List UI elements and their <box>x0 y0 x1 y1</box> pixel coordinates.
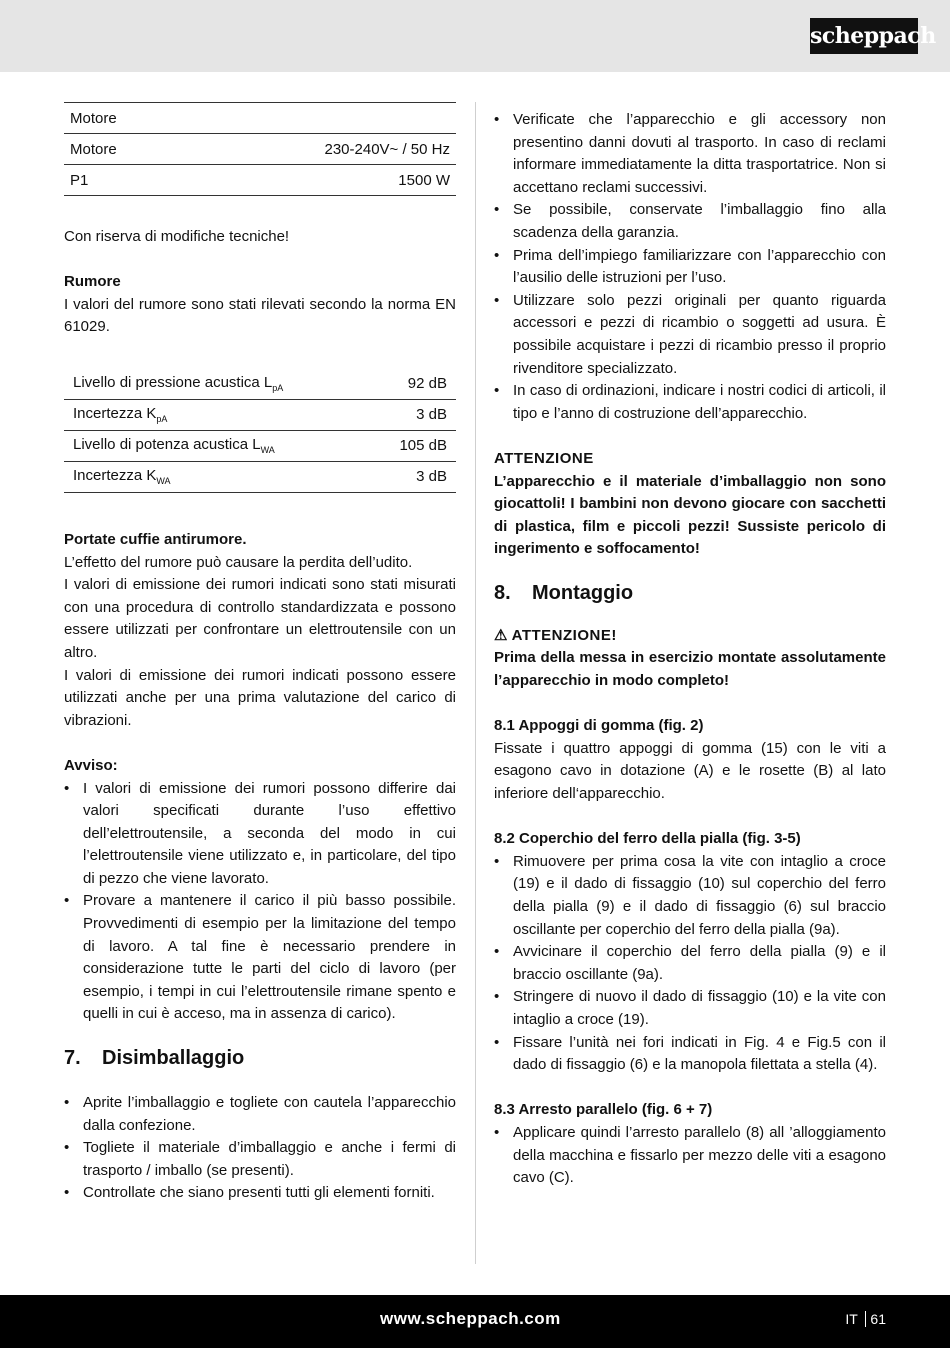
notice-heading: Avviso: <box>64 756 118 774</box>
table-cell: Livello di potenza acustica $L_{WA}$ <box>64 430 371 461</box>
unpacking-list <box>64 1092 456 1205</box>
attention-text-2: Prima della messa in esercizio montate assolutamente l’apparecchio in modo completo! <box>494 649 886 690</box>
table-cell: Incertezza $K_{WA}$ <box>64 461 371 492</box>
list-item: • Controllate che siano presenti tutti gli elementi forniti. <box>64 1182 456 1205</box>
table-row <box>64 103 456 134</box>
list-item: • Rimuovere per prima cosa la vite con intaglio a croce (19) e il dado di fissaggio (10) sul coperchio del ferro della pialla (9) e il dado di fissaggio (6) sul braccio oscillante per coperchio del ferro della pialla (9a). <box>494 851 886 941</box>
table-row <box>64 134 456 165</box>
table-row <box>64 165 456 196</box>
attention-text: L’apparecchio e il materiale d’imballaggio non sono giocattoli! I bambini non devono giocare con sacchetti di plastica, film e piccoli pezzi! Sussiste pericolo di ingerimento e soffocamento! <box>494 472 886 558</box>
table-cell: 3 dB <box>371 399 456 430</box>
list-item: • Utilizzare solo pezzi originali per quanto riguarda accessori e pezzi di ricambio o soggetti ad usura. È possibile acquistare i pezzi di ricambio presso il proprio rivenditore specializzato. <box>494 290 886 380</box>
table-row <box>64 430 456 461</box>
table-cell: 230-240V~ / 50 Hz <box>181 134 456 165</box>
warning-triangle-icon: ⚠ <box>494 626 508 644</box>
list-item: • In caso di ordinazioni, indicare i nostri codici di articoli, il tipo e l’anno di costruzione dell’apparecchio. <box>494 380 886 425</box>
footer-url-link[interactable]: www.scheppach.com <box>380 1309 561 1328</box>
list-item: • Fissare l’unità nei fori indicati in Fig. 4 e Fig.5 con il dado di fissaggio (6) e la manopola filettata a stella (4). <box>494 1032 886 1077</box>
header-bar <box>0 0 950 72</box>
reserve-note: Con riserva di modifiche tecniche! <box>64 228 290 245</box>
list-item: • Togliete il materiale d’imballaggio e anche i fermi di trasporto / imballo (se presenti). <box>64 1137 456 1182</box>
attention-heading-2: ⚠ ATTENZIONE! <box>494 626 617 644</box>
ear-text-3: I valori di emissione dei rumori indicati possono essere utilizzati anche per una prima valutazione del carico di vibrazioni. <box>64 666 456 729</box>
table-cell: Motore <box>64 103 181 134</box>
left-column <box>64 102 456 1205</box>
column-divider <box>475 102 476 1264</box>
list-item: • I valori di emissione dei rumori possono differire dai valori specificati durante l’uso effettivo dell’elettroutensile, a seconda del modo in cui l’elettroutensile viene utilizzato e, in particolare, del tipo di pezzo che viene lavorato. <box>64 778 456 891</box>
table-cell <box>181 103 456 134</box>
table-cell: Livello di pressione acustica $L_{pA}$ <box>64 369 371 400</box>
table-cell: 92 dB <box>371 369 456 400</box>
table-cell: 1500 W <box>181 165 456 196</box>
table-cell: P1 <box>64 165 181 196</box>
subsection-8-3-list <box>494 1122 886 1190</box>
page-number: IT 61 <box>845 1311 886 1327</box>
ear-protection-heading: Portate cuffie antirumore. <box>64 530 247 548</box>
ear-text-2: I valori di emissione dei rumori indicati sono stati misurati con una procedura di controllo standardizzata e possono essere utilizzati per confrontare un elettroutensile con un altro. <box>64 576 456 661</box>
table-row <box>64 369 456 400</box>
list-item: • Aprite l’imballaggio e togliete con cautela l’apparecchio dalla confezione. <box>64 1092 456 1137</box>
notice-list <box>64 778 456 1027</box>
brand-logo: scheppach <box>810 18 918 54</box>
subsection-8-3-heading: 8.3 Arresto parallelo (fig. 6 + 7) <box>494 1101 713 1119</box>
table-row <box>64 399 456 430</box>
list-item: • Provare a mantenere il carico il più basso possibile. Provvedimenti di esempio per la limitazione del tempo di lavoro. A tal fine è necessario prendere in considerazione tutte le parti del ciclo di lavoro (per esempio, i tempi in cui l’elettroutensile rimane spento e quelli in cui è acceso, ma in assenza di carico). <box>64 890 456 1026</box>
footer-bar <box>0 1295 950 1348</box>
subsection-8-2-list <box>494 851 886 1077</box>
noise-heading: Rumore <box>64 273 121 291</box>
list-item: • Applicare quindi l’arresto parallelo (8) all ’alloggiamento della macchina e fissarlo per mezzo delle viti a esagono cavo (C). <box>494 1122 886 1190</box>
table-cell: Incertezza $K_{pA}$ <box>64 399 371 430</box>
table-cell: 105 dB <box>371 430 456 461</box>
subsection-8-1-heading: 8.1 Appoggi di gomma (fig. 2) <box>494 717 704 735</box>
list-item: • Avvicinare il coperchio del ferro della pialla (9) e il braccio oscillante (9a). <box>494 941 886 986</box>
list-item: • Verificate che l’apparecchio e gli accessory non presentino danni dovuti al trasporto. In caso di reclami informare immediatamente la ditta trasportatrice. Non si accettano reclami successivi. <box>494 109 886 199</box>
subsection-8-2-heading: 8.2 Coperchio del ferro della pialla (fig. 3-5) <box>494 830 801 848</box>
ear-text-1: L’effetto del rumore può causare la perdita dell’udito. <box>64 553 413 571</box>
table-cell: 3 dB <box>371 461 456 492</box>
list-item: • Stringere di nuovo il dado di fissaggio (10) e la vite con intaglio a croce (19). <box>494 986 886 1031</box>
motor-table <box>64 102 456 196</box>
subsection-8-1-text: Fissate i quattro appoggi di gomma (15) con le viti a esagono cavo in dotazione (A) e le rosette (B) al lato inferiore dell‘apparecchio. <box>494 739 886 803</box>
noise-text: I valori del rumore sono stati rilevati secondo la norma EN 61029. <box>64 295 456 336</box>
list-item: • Prima dell’impiego familiarizzare con l’apparecchio con l’ausilio delle istruzioni per l’uso. <box>494 245 886 290</box>
section-8-heading: 8. Montaggio <box>494 581 634 604</box>
table-row <box>64 461 456 492</box>
table-cell: Motore <box>64 134 181 165</box>
noise-table <box>64 369 456 493</box>
attention-heading: ATTENZIONE <box>494 449 594 467</box>
unpacking-list-continued <box>494 109 886 425</box>
list-item: • Se possibile, conservate l’imballaggio fino alla scadenza della garanzia. <box>494 199 886 244</box>
right-column <box>494 109 886 1190</box>
section-7-heading: 7. Disimballaggio <box>64 1047 245 1070</box>
